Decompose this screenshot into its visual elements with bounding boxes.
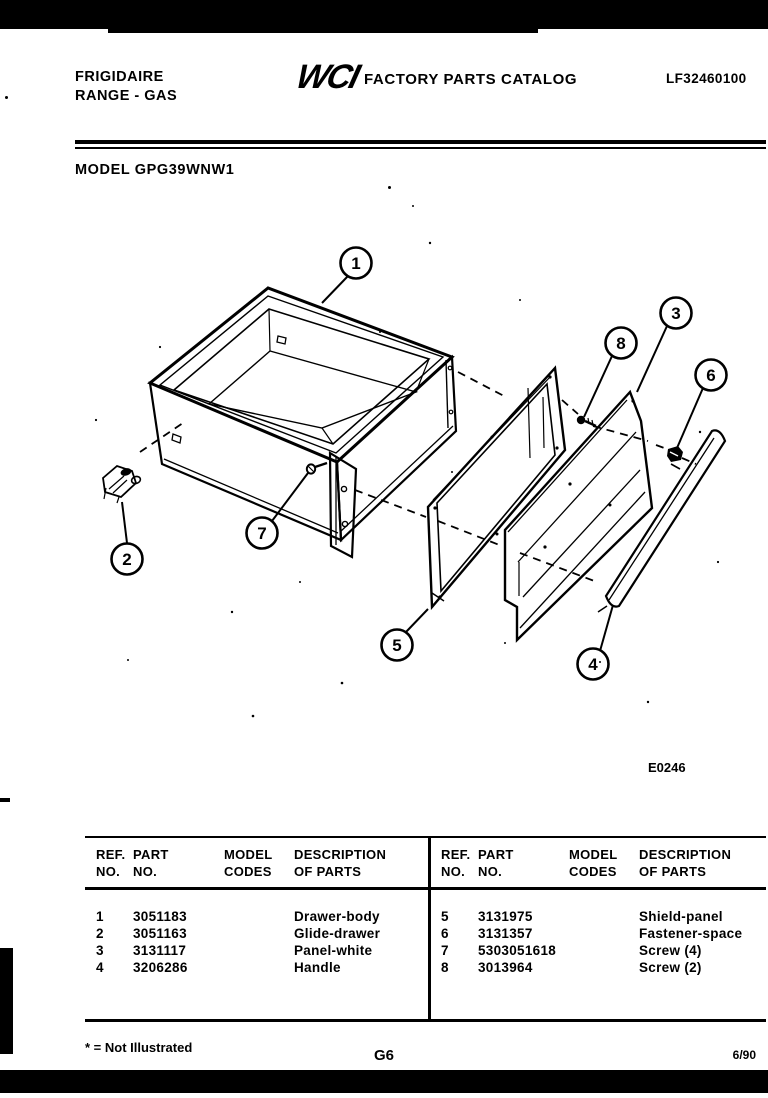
scan-top-bar <box>0 0 768 29</box>
callout-1: 1 <box>351 254 361 273</box>
col-header-desc: DESCRIPTION OF PARTS <box>294 847 387 879</box>
col-header-part: PART NO. <box>133 847 169 879</box>
white-panel-part <box>505 392 652 640</box>
parts-table-right: REF. NO. PART NO. MODEL CODES DESCRIPTION OF PARTS 5 3131975 Shield-panel 6 3131357 Fastener-space 7 5303051618 Screw (4) 8 3013964 Screw (2) <box>441 847 743 975</box>
col-header-desc: DESCRIPTION OF PARTS <box>639 847 732 879</box>
page-number: G6 <box>373 1047 394 1064</box>
model-line: MODEL GPG39WNW1 <box>75 162 235 178</box>
brand-line-2: RANGE - GAS <box>75 88 178 104</box>
callout-4: 4 <box>588 655 598 674</box>
callout-8: 8 <box>616 334 626 353</box>
not-illustrated-note: * = Not Illustrated <box>85 1040 193 1055</box>
catalog-title: FACTORY PARTS CATALOG <box>364 71 578 88</box>
revision-date: 6/90 <box>732 1048 756 1062</box>
drawer-body-part <box>150 288 456 557</box>
scan-bottom-bar <box>0 1070 768 1093</box>
callout-5: 5 <box>392 636 402 655</box>
handle-part <box>598 430 725 612</box>
header-rule-thick <box>75 140 766 144</box>
callout-2: 2 <box>122 550 132 569</box>
callout-6: 6 <box>706 366 716 385</box>
col-header-ref: REF. NO. <box>96 847 126 879</box>
front-screw-part <box>307 463 327 474</box>
callout-7: 7 <box>257 524 267 543</box>
scan-top-bar-edge <box>108 29 538 33</box>
parts-table-left: REF. NO. PART NO. MODEL CODES DESCRIPTION OF PARTS 1 3051183 Drawer-body 2 3051163 Glide-drawer 3 3131117 Panel-white 4 3206286 Handle <box>96 847 387 975</box>
scan-speck <box>412 205 414 207</box>
scan-noise <box>95 242 719 718</box>
document-number: LF32460100 <box>666 71 747 86</box>
scan-left-bar <box>0 948 13 1054</box>
panel-screw-part <box>577 416 596 426</box>
exploded-parts-diagram <box>0 220 768 780</box>
col-header-codes: MODEL CODES <box>569 847 618 879</box>
callout-balloons <box>112 248 727 680</box>
scan-speck <box>5 96 8 99</box>
scan-speck <box>388 186 391 189</box>
col-header-codes: MODEL CODES <box>224 847 273 879</box>
wci-logo: WCI <box>292 58 362 96</box>
explosion-axis-dashes <box>140 372 696 582</box>
fastener-part <box>667 446 683 469</box>
col-header-ref: REF. NO. <box>441 847 471 879</box>
scan-left-dash <box>0 798 10 802</box>
callout-3: 3 <box>671 304 681 323</box>
figure-code: E0246 <box>648 760 686 775</box>
brand-block <box>75 68 177 106</box>
col-header-part: PART NO. <box>478 847 514 879</box>
glide-clip-part <box>103 466 141 503</box>
header-rule-thin <box>75 147 766 149</box>
brand-line-1: FRIGIDAIRE <box>75 69 164 85</box>
